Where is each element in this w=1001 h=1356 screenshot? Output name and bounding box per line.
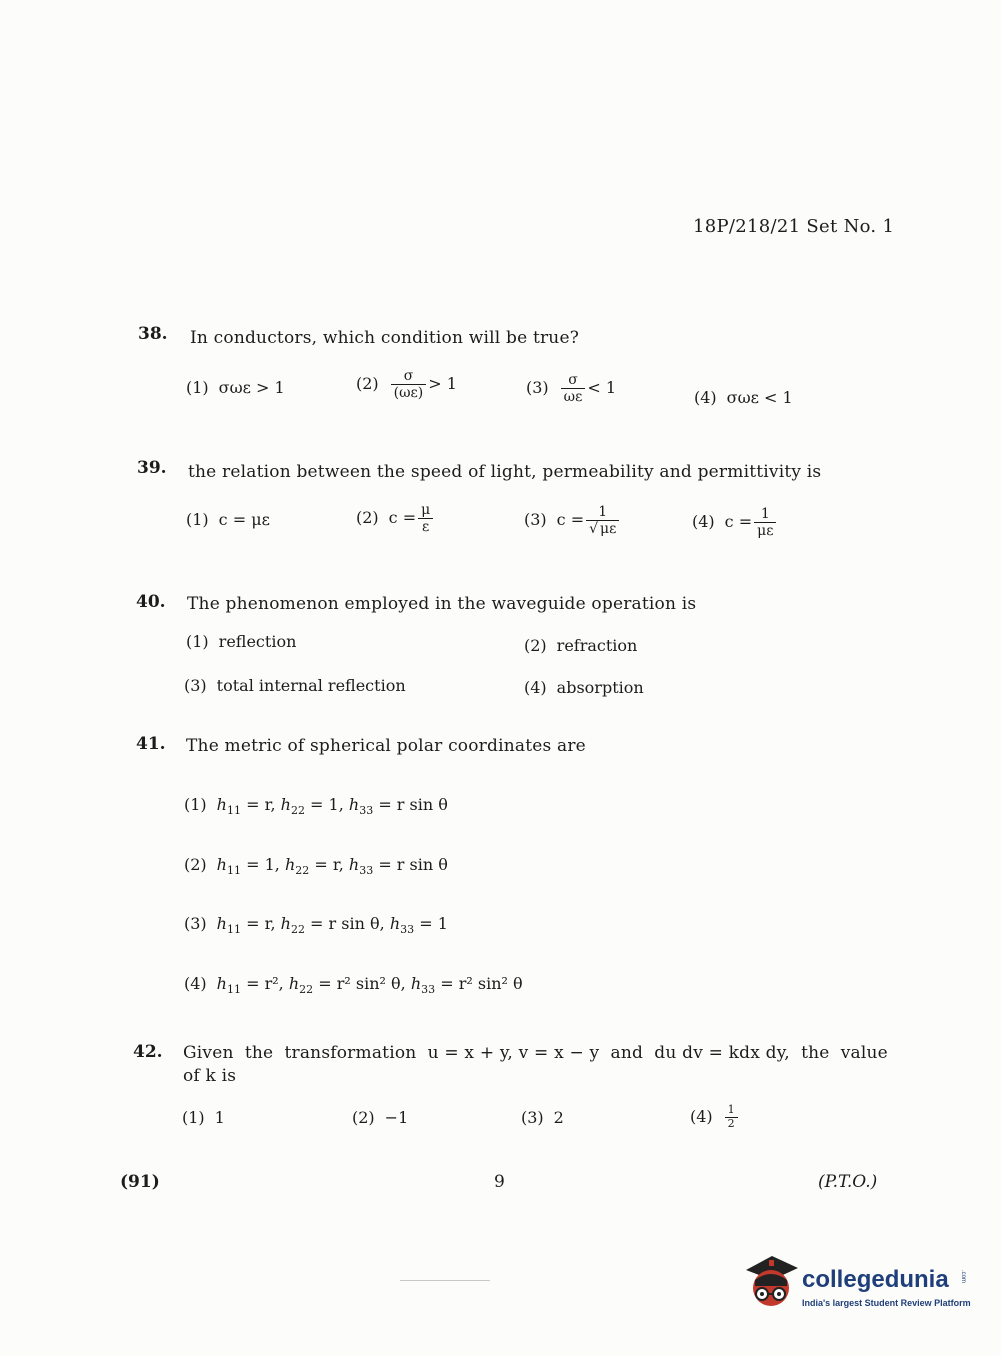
q39-option-3: (3) c = $\frac{1}{√ \mu\varepsilon}$ bbox=[524, 504, 621, 537]
question-39-text: the relation between the speed of light, permeability and permittivity is bbox=[188, 462, 822, 482]
q39-option-4: (4) c = $\frac{1}{\mu\varepsilon}$ bbox=[692, 506, 778, 539]
question-42-number: 42. bbox=[133, 1042, 163, 1062]
question-38-number: 38. bbox=[138, 324, 168, 344]
set-code-header: 18P/218/21 Set No. 1 bbox=[693, 216, 895, 237]
page-number: 9 bbox=[494, 1172, 505, 1192]
q40-option-4: (4) absorption bbox=[524, 678, 644, 697]
q41-option-2: (2) $h_{11} = 1$, $h_{22} = r$, $h_{33} = r$ sin θ bbox=[184, 855, 448, 878]
q42-option-2: (2) −1 bbox=[352, 1108, 409, 1127]
question-41-number: 41. bbox=[136, 734, 166, 754]
q40-option-1: (1) reflection bbox=[186, 632, 297, 651]
q38-option-2: (2) $\frac{\sigma}{(\omega\varepsilon)}$ > 1 bbox=[356, 368, 457, 402]
question-42-text-line1: Given the transformation u = x + y, v = x − y and du dv = kdx dy, the value bbox=[183, 1043, 888, 1063]
question-40-number: 40. bbox=[136, 592, 166, 612]
question-38-text: In conductors, which condition will be true? bbox=[190, 328, 580, 348]
brand-name: collegedunia bbox=[802, 1266, 949, 1293]
mascot-logo-icon bbox=[742, 1250, 800, 1312]
q38-option-1: (1) σωε > 1 bbox=[186, 378, 285, 397]
q41-option-3: (3) $h_{11} = r$, $h_{22} = r$ sin θ, $h_{33} = 1$ bbox=[184, 914, 448, 937]
q38-option-3: (3) $\frac{\sigma}{\omega\varepsilon}$ < 1 bbox=[526, 372, 617, 406]
question-41-text: The metric of spherical polar coordinates are bbox=[186, 736, 586, 756]
q40-option-3: (3) total internal reflection bbox=[184, 676, 406, 695]
collegedunia-watermark bbox=[742, 1250, 972, 1320]
q41-option-4: (4) $h_{11} = r^2$, $h_{22} = r^2$ sin² θ, $h_{33} = r^2$ sin² θ bbox=[184, 974, 523, 997]
q42-option-4: (4) $\frac{1}{2}$ bbox=[690, 1104, 740, 1130]
scan-smudge-divider bbox=[400, 1280, 490, 1281]
q38-option-4: (4) σωε < 1 bbox=[694, 388, 793, 407]
q42-option-1: (1) 1 bbox=[182, 1108, 225, 1127]
question-42-text-line2: of k is bbox=[183, 1066, 237, 1086]
question-39-number: 39. bbox=[137, 458, 167, 478]
q40-option-2: (2) refraction bbox=[524, 636, 638, 655]
q42-option-3: (3) 2 bbox=[521, 1108, 564, 1127]
q39-option-2: (2) c = $\frac{\mu}{\varepsilon}$ bbox=[356, 502, 435, 535]
brand-tagline: India's largest Student Review Platform bbox=[802, 1298, 971, 1308]
pto-label: (P.T.O.) bbox=[818, 1172, 878, 1192]
footer-booklet-code: (91) bbox=[120, 1172, 160, 1192]
question-40-text: The phenomenon employed in the waveguide operation is bbox=[187, 594, 697, 614]
brand-domain: .com bbox=[960, 1270, 966, 1284]
q39-option-1: (1) c = με bbox=[186, 510, 270, 529]
q41-option-1: (1) $h_{11} = r$, $h_{22} = 1$, $h_{33} = r$ sin θ bbox=[184, 795, 448, 818]
